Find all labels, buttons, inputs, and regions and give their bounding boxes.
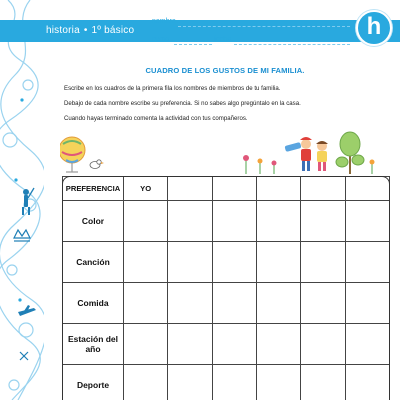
table-cell[interactable]: [212, 242, 256, 283]
row-label: Deporte: [63, 365, 124, 400]
table-cell[interactable]: [212, 283, 256, 324]
level-name: 1º básico: [91, 25, 135, 36]
date-field-line[interactable]: [234, 44, 350, 45]
table-cell[interactable]: [124, 283, 168, 324]
airplane-icon: [18, 305, 36, 316]
table-row: [63, 365, 390, 400]
preferences-table: [62, 176, 390, 400]
table-cell[interactable]: [124, 242, 168, 283]
table-header-cell[interactable]: [301, 177, 345, 201]
table-cell[interactable]: [124, 324, 168, 365]
date-label: fecha: [214, 36, 232, 43]
table-cell[interactable]: [301, 283, 345, 324]
table-cell[interactable]: [124, 201, 168, 242]
table-header-cell[interactable]: YO: [124, 177, 168, 201]
subject-name: historia: [46, 25, 80, 36]
table-cell[interactable]: [168, 283, 212, 324]
table-row: [63, 324, 390, 365]
table-cell[interactable]: [345, 201, 389, 242]
row-label: Estación del año: [63, 324, 124, 365]
row-label: Color: [63, 201, 124, 242]
table-cell[interactable]: [256, 242, 300, 283]
course-field-line[interactable]: [174, 44, 212, 45]
table-cell[interactable]: [301, 324, 345, 365]
children-with-telescope-icon: [284, 137, 328, 171]
table-cell[interactable]: [168, 324, 212, 365]
globe-icon: [60, 137, 85, 172]
table-cell[interactable]: [168, 242, 212, 283]
table-cell[interactable]: [168, 201, 212, 242]
flower-icon: [243, 155, 277, 174]
decorative-side-strip: [0, 0, 44, 400]
table-cell[interactable]: [301, 201, 345, 242]
table-cell[interactable]: [345, 242, 389, 283]
illustration: [60, 130, 390, 180]
table-cell[interactable]: [256, 283, 300, 324]
name-label: nombre: [152, 18, 176, 25]
course-label: curso: [152, 36, 170, 43]
logo-letter: h: [366, 13, 382, 40]
table-row: [63, 242, 390, 283]
instruction-2: Debajo de cada nombre escribe su preferencia. Si no sabes algo pregúntalo en la casa.: [64, 100, 301, 107]
table-header-cell[interactable]: [212, 177, 256, 201]
table-header-cell: PREFERENCIA: [63, 177, 124, 201]
table-cell[interactable]: [212, 324, 256, 365]
table-header-cell[interactable]: [345, 177, 389, 201]
name-field-line[interactable]: [178, 26, 350, 27]
subject-label: [46, 25, 134, 36]
cross-icon: [20, 352, 28, 360]
swirl-pattern-icon: [0, 0, 44, 400]
subject-separator: •: [83, 25, 88, 36]
crown-icon: [14, 230, 30, 241]
table-cell[interactable]: [301, 365, 345, 400]
bird-icon: [90, 160, 104, 169]
table-cell[interactable]: [124, 365, 168, 400]
table-cell[interactable]: [345, 283, 389, 324]
table-row: [63, 283, 390, 324]
table-cell[interactable]: [345, 365, 389, 400]
table-cell[interactable]: [212, 365, 256, 400]
instruction-3: Cuando hayas terminado comenta la actividad con tus compañeros.: [64, 115, 248, 122]
tree-icon: [336, 132, 375, 174]
table-cell[interactable]: [345, 324, 389, 365]
table-cell[interactable]: [168, 365, 212, 400]
table-header-cell[interactable]: [256, 177, 300, 201]
table-cell[interactable]: [212, 201, 256, 242]
table-row: [63, 201, 390, 242]
table-cell[interactable]: [256, 365, 300, 400]
row-label: Canción: [63, 242, 124, 283]
page-title: CUADRO DE LOS GUSTOS DE MI FAMILIA.: [145, 66, 305, 75]
logo: [356, 10, 392, 46]
table-header-row: [63, 177, 390, 201]
table-cell[interactable]: [301, 242, 345, 283]
row-label: Comida: [63, 283, 124, 324]
table-cell[interactable]: [256, 324, 300, 365]
instruction-1: Escribe en los cuadros de la primera fila los nombres de miembros de tu familia.: [64, 85, 281, 92]
table-header-cell[interactable]: [168, 177, 212, 201]
table-cell[interactable]: [256, 201, 300, 242]
